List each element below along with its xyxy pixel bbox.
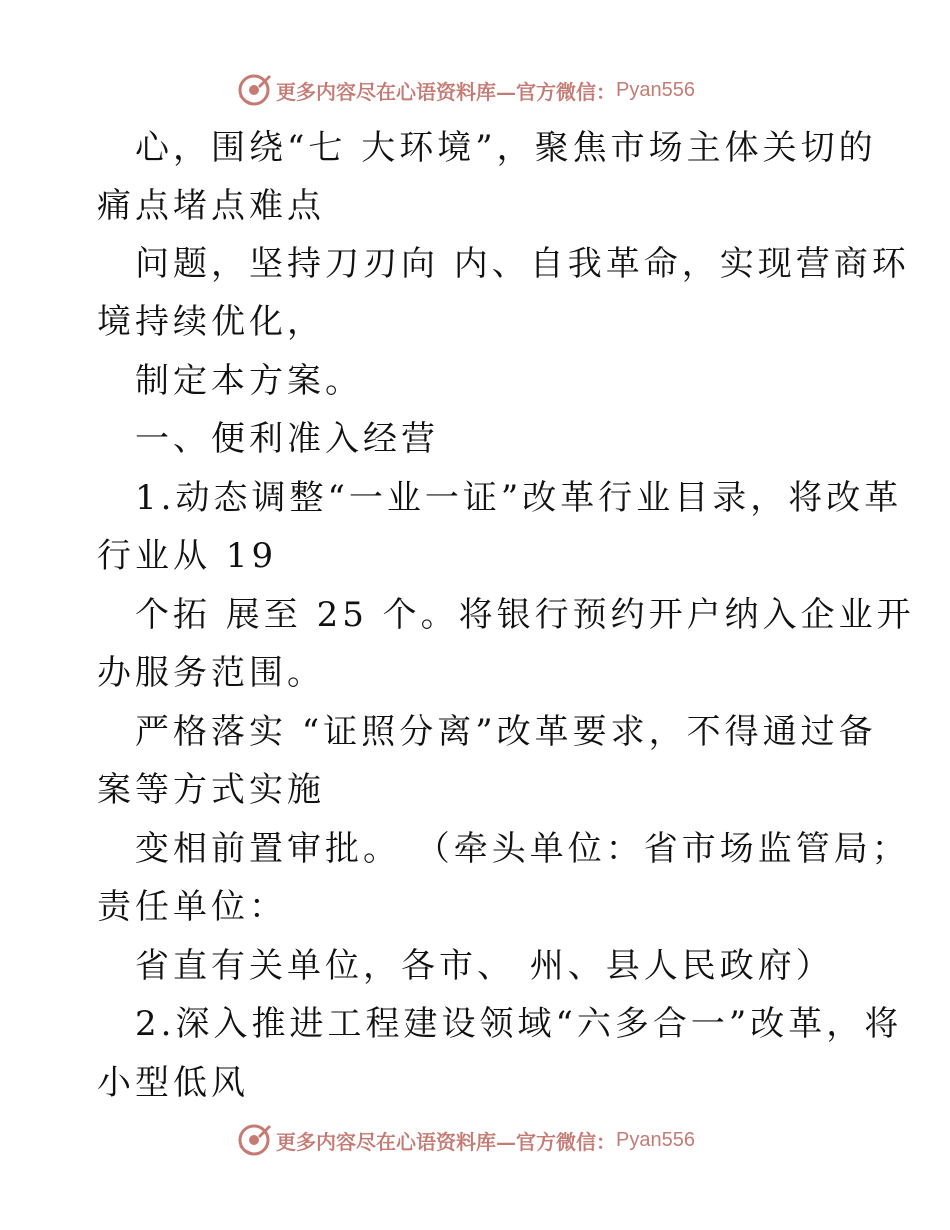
text-line: 办服务范围。 bbox=[97, 653, 325, 693]
text-line: 严格落实 “证照分离”改革要求，不得通过备 bbox=[135, 712, 877, 752]
text-line: 2.深入推进工程建设领域“六多合一”改革，将 bbox=[135, 1004, 903, 1044]
text-line: 小型低风 bbox=[97, 1063, 249, 1103]
watermark-header bbox=[236, 70, 695, 110]
watermark-handle: Pyan556 bbox=[616, 1128, 695, 1151]
text-line: 个拓 展至 25 个。将银行预约开户纳入企业开 bbox=[135, 595, 915, 635]
text-line: 1.动态调整“一业一证”改革行业目录，将改革 bbox=[135, 478, 903, 518]
text-line: 境持续优化， bbox=[97, 302, 325, 342]
text-line: 行业从 19 bbox=[97, 536, 278, 576]
section-heading: 一、便利准入经营 bbox=[135, 419, 439, 459]
text-line: 心，围绕“七 大环境”，聚焦市场主体关切的 bbox=[135, 128, 877, 168]
watermark-text: 更多内容尽在心语资料库—官方微信： bbox=[276, 79, 616, 104]
text-line: 制定本方案。 bbox=[135, 361, 363, 401]
text-line: 问题，坚持刀刃向 内、自我革命，实现营商环 bbox=[135, 244, 910, 284]
text-line: 省直有关单位，各市、 州、县人民政府） bbox=[135, 946, 834, 986]
text-line: 责任单位： bbox=[97, 887, 287, 927]
text-line: 案等方式实施 bbox=[97, 770, 325, 810]
pen-logo-icon bbox=[236, 1122, 272, 1158]
text-line: 变相前置审批。 （牵头单位：省市场监管局； bbox=[135, 829, 910, 869]
text-line: 痛点堵点难点 bbox=[97, 186, 325, 226]
watermark-handle: Pyan556 bbox=[616, 78, 695, 101]
watermark-footer bbox=[236, 1120, 695, 1160]
watermark-text: 更多内容尽在心语资料库—官方微信： bbox=[276, 1129, 616, 1154]
pen-logo-icon bbox=[236, 72, 272, 108]
